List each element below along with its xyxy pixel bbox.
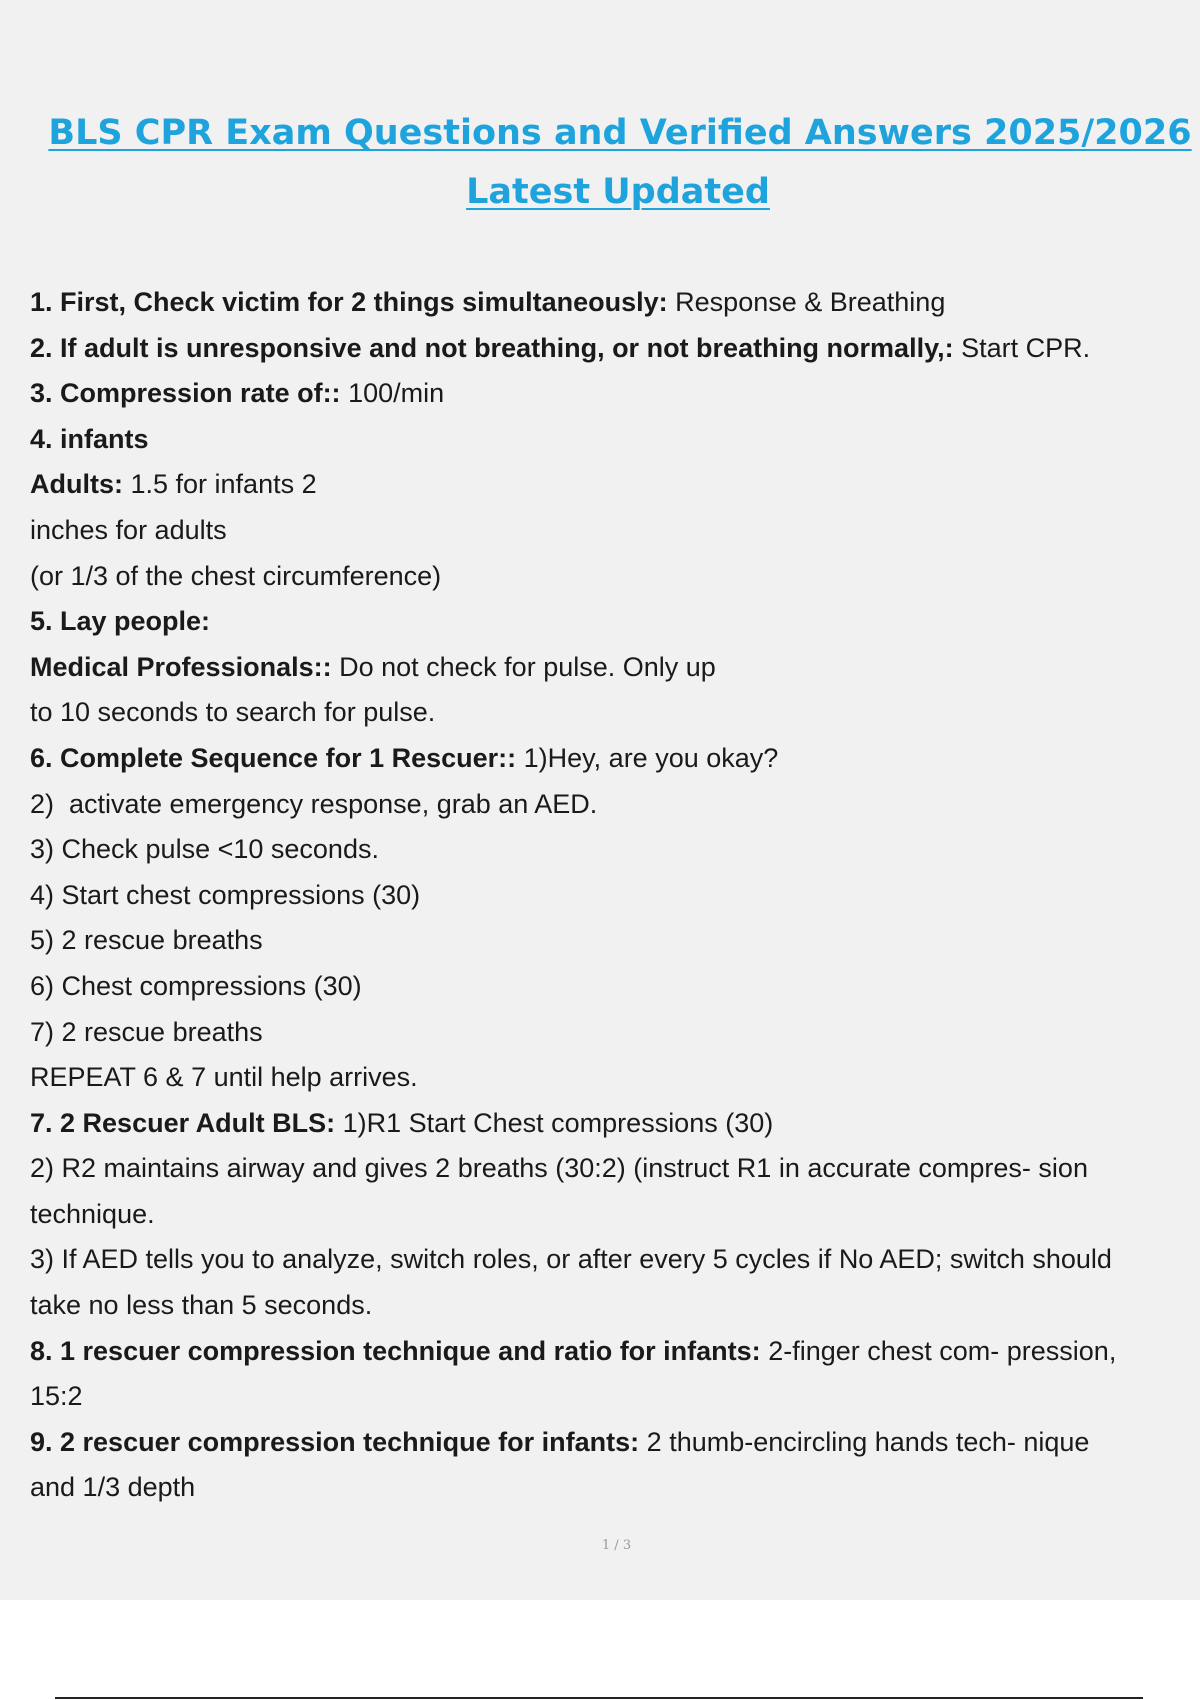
question-label: 8. 1 rescuer compression technique and ratio for infants: [30,1335,761,1366]
text-line [30,1465,1180,1511]
answer-text: to 10 seconds to search for pulse. [30,697,436,728]
text-line [30,417,1180,463]
question-label: 1. First, Check victim for 2 things simultaneously: [30,287,668,317]
text-line [30,1374,1180,1420]
answer-text: inches for adults [30,514,227,545]
question-label: 6. Complete Sequence for 1 Rescuer:: [30,742,517,773]
answer-text: 6) Chest compressions (30) [30,970,362,1001]
text-line [30,599,1180,645]
text-line [30,645,1180,691]
question-label: 9. 2 rescuer compression technique for infants: [30,1426,640,1457]
answer-text: 7) 2 rescue breaths [30,1016,263,1047]
answer-text: and 1/3 depth [30,1472,196,1503]
question-label: Adults: [30,469,123,500]
question-label: 4. infants [30,423,149,454]
text-line [30,554,1180,600]
answer-text: 2-finger chest com- pression, [760,1335,1117,1366]
answer-text: 1)R1 Start Chest compressions (30) [335,1107,774,1138]
text-line [30,462,1180,508]
text-line [30,736,1180,782]
document-title-line-1: BLS CPR Exam Questions and Verified Answers 2025/2026 [48,113,1192,153]
answer-text: take no less than 5 seconds. [30,1290,373,1321]
question-label: 5. Lay people: [30,606,211,637]
text-line [30,1237,1180,1283]
answer-text: (or 1/3 of the chest circumference) [30,560,442,591]
text-line [30,918,1180,964]
text-line [30,690,1180,736]
answer-text: 2) activate emergency response, grab an AED. [30,788,598,819]
question-label: 2. If adult is unresponsive and not breathing, or not breathing normally,: [30,332,954,363]
answer-text: 4) Start chest compressions (30) [30,879,421,910]
answer-text: Response & Breathing [667,287,946,317]
question-label: 7. 2 Rescuer Adult BLS: [30,1107,336,1138]
footer-rule [55,1697,1143,1699]
text-line [30,1420,1180,1466]
answer-text: 2 thumb-encircling hands tech- nique [639,1426,1090,1457]
text-line [30,1010,1180,1056]
answer-text: Do not check for pulse. Only up [331,651,716,682]
text-line [30,1055,1180,1101]
text-line [30,326,1180,372]
answer-text: 1.5 for infants 2 [122,469,317,500]
text-line [30,873,1180,919]
answer-text: 2) R2 maintains airway and gives 2 breaths (30:2) (instruct R1 in accurate compres- sion [30,1153,1088,1184]
document-title-line-2: Latest Updated [466,172,770,212]
answer-text: Start CPR. [953,332,1091,363]
text-line [30,782,1180,828]
answer-text: 1)Hey, are you okay? [516,742,779,773]
text-line [30,1283,1180,1329]
answer-text: 3) Check pulse <10 seconds. [30,834,379,865]
text-line [30,280,1180,326]
text-line [30,964,1180,1010]
text-line [30,1329,1180,1375]
answer-text: 3) If AED tells you to analyze, switch roles, or after every 5 cycles if No AED; switch should [30,1244,1112,1275]
text-line [30,508,1180,554]
question-label: Medical Professionals:: [30,651,332,682]
question-label: 3. Compression rate of:: [30,378,341,409]
answer-text: 5) 2 rescue breaths [30,925,263,956]
text-line [30,1101,1180,1147]
text-line [30,1192,1180,1238]
question-list [30,280,1180,1511]
answer-text: REPEAT 6 & 7 until help arrives. [30,1062,418,1093]
answer-text: 100/min [340,378,445,409]
text-line [30,371,1180,417]
text-line [30,827,1180,873]
answer-text: 15:2 [30,1381,83,1412]
page-number: 1 / 3 [601,1538,632,1553]
answer-text: technique. [30,1198,155,1229]
text-line [30,1146,1180,1192]
